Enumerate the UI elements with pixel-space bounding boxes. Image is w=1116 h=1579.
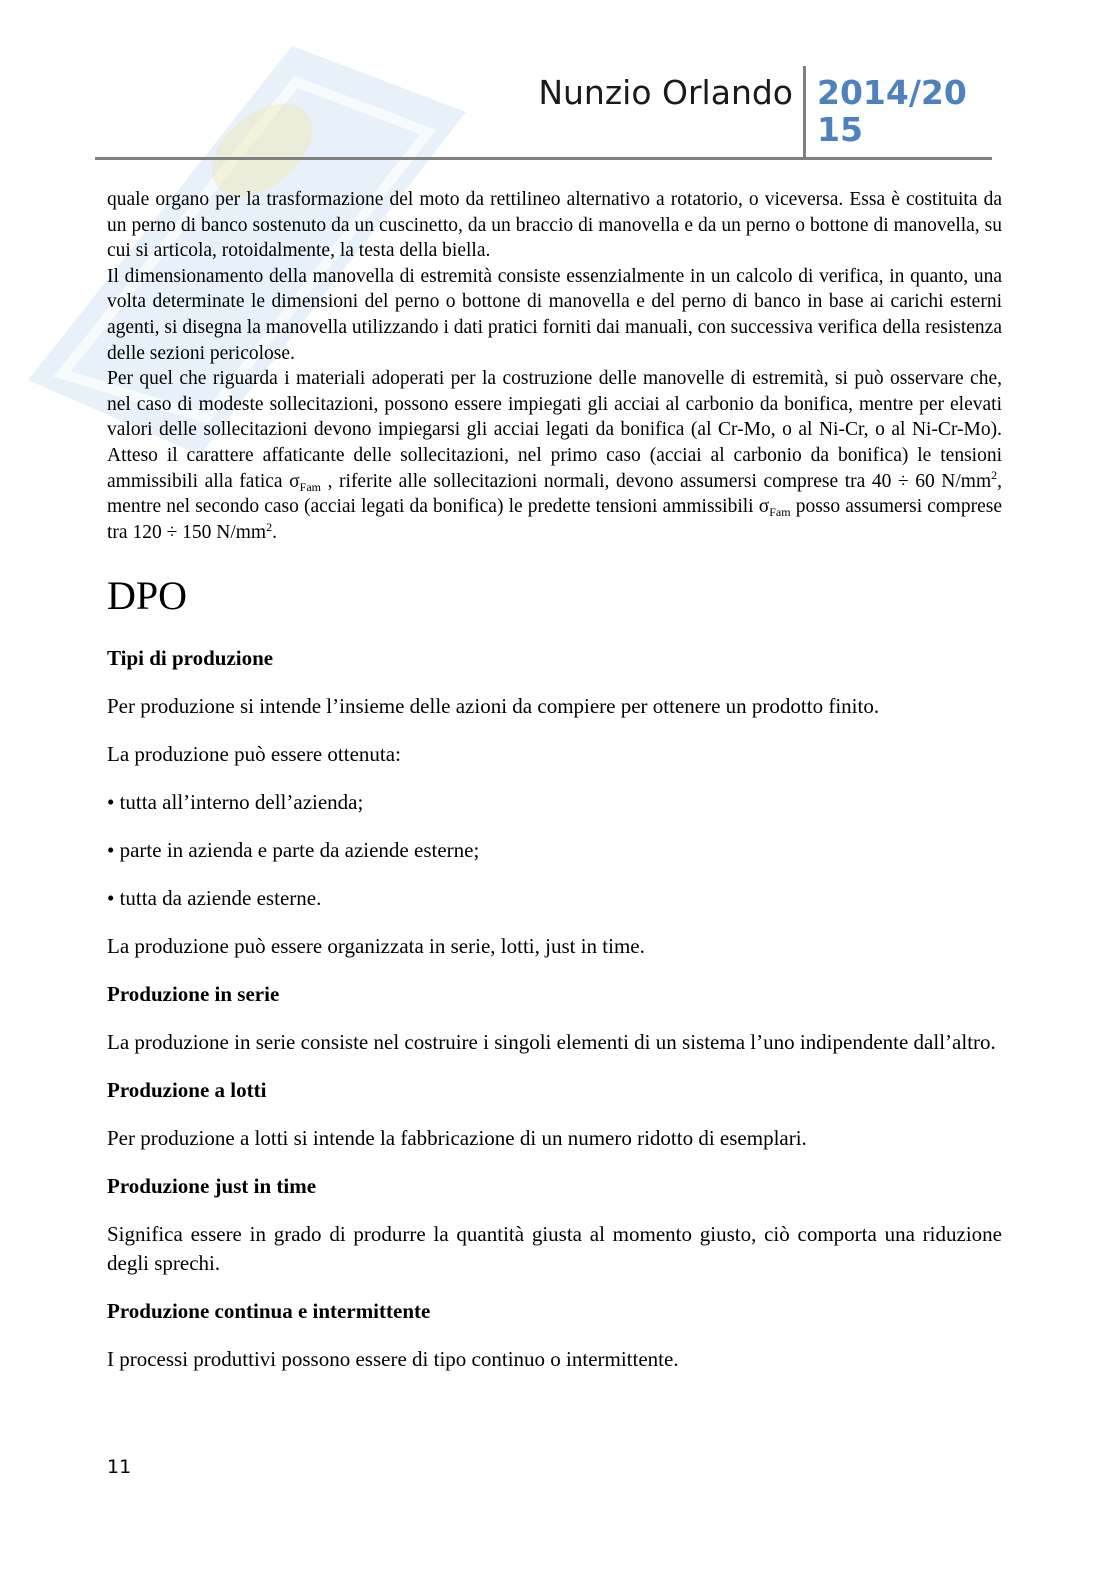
paragraph-text: , mentre nel secondo caso (acciai legati da bonifica) le predette tensioni ammissibili σ [107,470,1002,518]
body-paragraph: Per produzione a lotti si intende la fabbricazione di un numero ridotto di esemplari. [107,1125,807,1150]
author-name: Nunzio Orlando [538,73,793,112]
body-paragraph: Il dimensionamento della manovella di estremità consiste essenzialmente in un calcolo di verifica, in quanto, una volta determinate le dimensioni del perno o bottone di manovella e del perno di banco in base ai carichi esterni agenti, si disegna la manovella utilizzando i dati pratici forniti dai manuali, con successiva verifica della resistenza delle sezioni pericolose. [107,265,1002,364]
header-divider [803,66,806,159]
subsection-heading: Produzione just in time [107,1173,317,1198]
list-item: • tutta all’interno dell’azienda; [107,789,364,814]
subsection-heading: Produzione a lotti [107,1077,267,1102]
academic-year-line: 15 [817,110,863,149]
body-paragraph: La produzione può essere ottenuta: [107,741,401,766]
subsection-heading: Produzione continua e intermittente [107,1298,431,1323]
body-paragraph: quale organo per la trasformazione del moto da rettilineo alternativo a rotatorio, o viceversa. Essa è costituita da un perno di banco sostenuto da un cuscinetto, da un braccio di manovella e da un perno o bottone di manovella, su cui si articola, rotoidalmente, la testa della biella. [107,189,1002,262]
list-item: • parte in azienda e parte da aziende esterne; [107,837,480,862]
subscript: Fam [769,505,791,520]
paragraph-text: Per quel che riguarda i materiali adoperati per la costruzione delle manovelle di estremità, si può osservare che, nel caso di modeste sollecitazioni, possono essere impiegati gli acciai al carbonio da bonifica, mentre per elevati valori delle sollecitazioni devono impiegarsi gli acciai legati da bonifica (al Cr-Mo, o al Ni-Cr, o al Ni-Cr-Mo). Atteso il carattere affaticante delle sollecitazioni, nel primo caso (acciai al carbonio da bonifica) le tensioni ammissibili alla fatica σ [107,368,1002,492]
subscript: Fam [299,479,322,494]
paragraph-text: , riferite alle sollecitazioni normali, devono assumersi comprese tra 40 ÷ 60 N/mm [321,470,992,492]
page-content [107,187,1002,1393]
superscript: 2 [991,468,998,483]
crank-design-text [107,187,1002,545]
header-rule [95,157,992,160]
academic-year [817,74,967,148]
subsection-heading: Tipi di produzione [107,645,274,670]
superscript: 2 [266,519,273,534]
academic-year-line: 2014/20 [817,73,967,112]
body-paragraph: I processi produttivi possono essere di tipo continuo o intermittente. [107,1346,679,1371]
body-paragraph: La produzione può essere organizzata in serie, lotti, just in time. [107,933,645,958]
dpo-section [107,644,1002,1374]
body-paragraph: Significa essere in grado di produrre la quantità giusta al momento giusto, ciò comporta una riduzione degli sprechi. [107,1221,1002,1275]
body-paragraph [107,366,1002,545]
section-title: DPO [107,573,188,619]
body-paragraph: Per produzione si intende l’insieme delle azioni da compiere per ottenere un prodotto finito. [107,693,880,718]
list-item: • tutta da aziende esterne. [107,885,322,910]
body-paragraph: La produzione in serie consiste nel costruire i singoli elementi di un sistema l’uno indipendente dall’altro. [107,1029,996,1054]
paragraph-text: posso assumersi comprese tra 120 ÷ 150 N/mm [107,496,1002,543]
subsection-heading: Produzione in serie [107,981,280,1006]
page-number: 11 [107,1456,132,1478]
paragraph-text: . [272,521,277,543]
